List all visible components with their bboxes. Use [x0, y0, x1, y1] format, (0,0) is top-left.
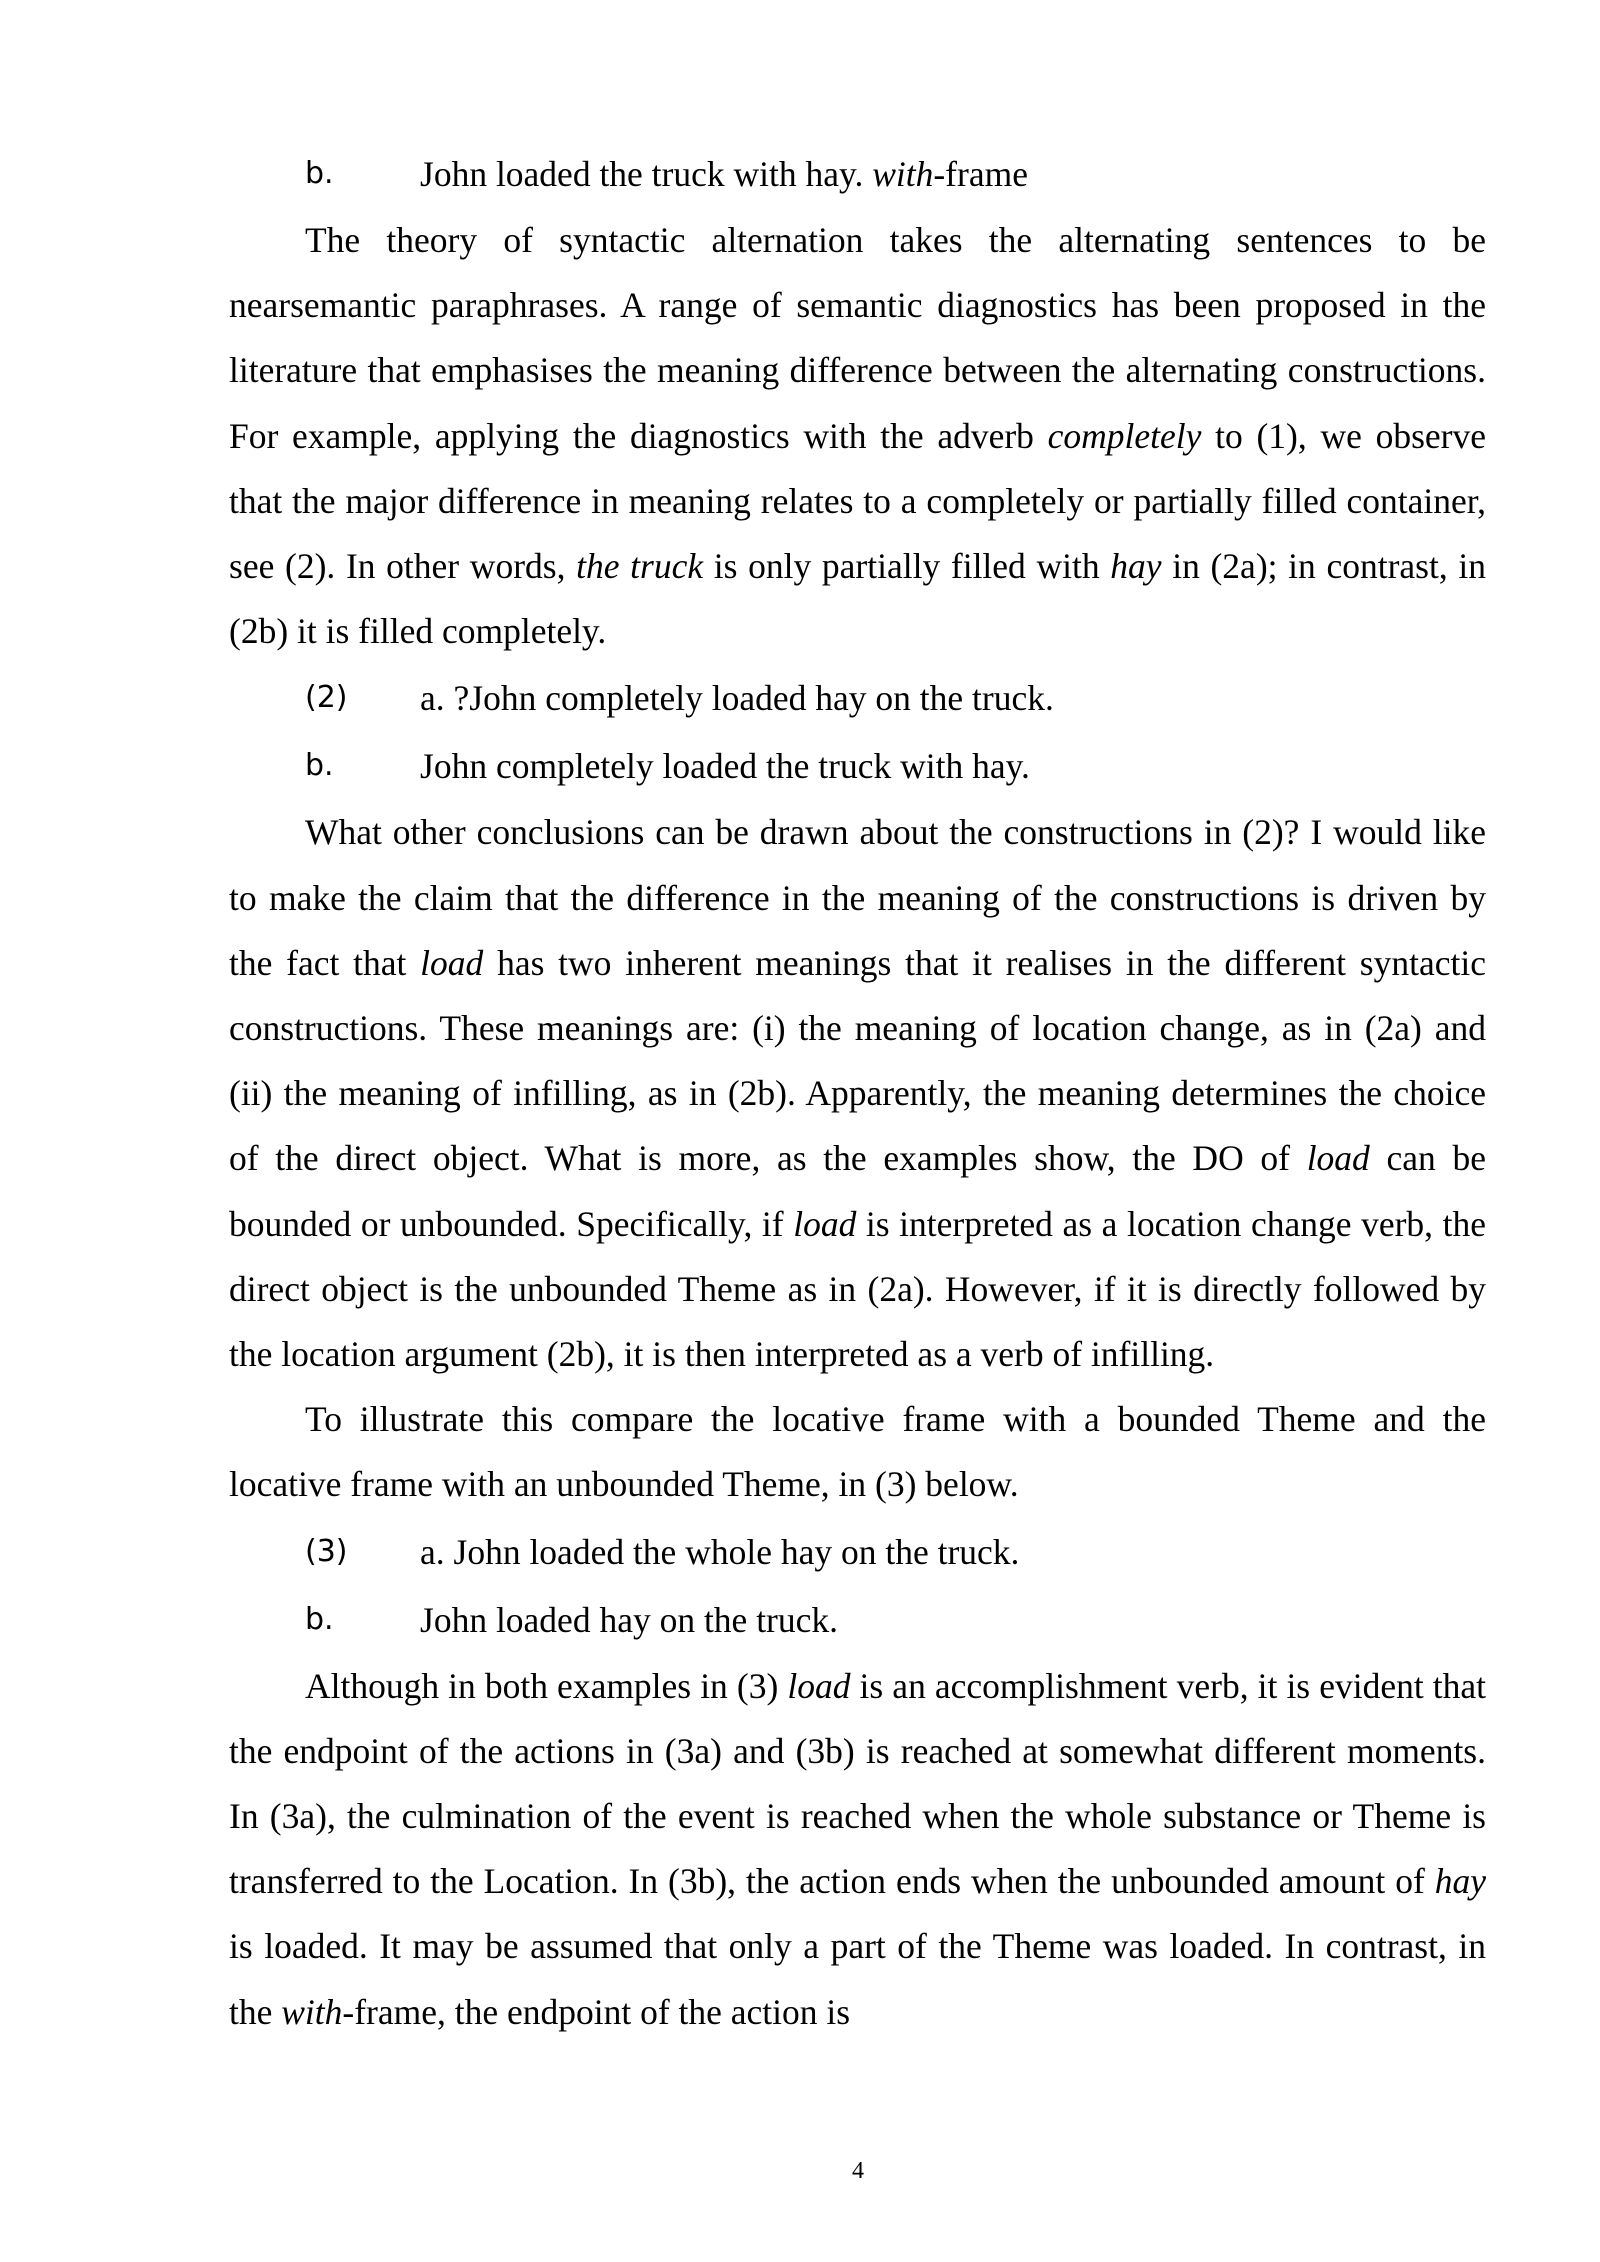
example-3b — [229, 1586, 1486, 1654]
example-number: b. — [305, 1601, 334, 1637]
example-text: John loaded the truck with hay. with-frame — [420, 154, 1028, 194]
example-1b — [229, 140, 1486, 208]
example-number: b. — [305, 748, 334, 784]
italic-term: with — [281, 1991, 343, 2032]
italic-term: hay — [1434, 1861, 1486, 1902]
example-text: John completely loaded the truck with hay. — [420, 746, 1030, 787]
italic-term: completely — [1047, 415, 1202, 456]
example-3a — [229, 1518, 1486, 1586]
italic-term: load — [1306, 1138, 1370, 1179]
example-number: (2) — [305, 680, 348, 716]
example-text: a. ?John completely loaded hay on the truck. — [420, 678, 1054, 719]
example-text: John loaded hay on the truck. — [420, 1599, 839, 1640]
italic-term: load — [787, 1665, 851, 1706]
example-2b — [229, 732, 1486, 800]
example-number: b. — [305, 156, 334, 191]
italic-term: load — [420, 942, 484, 983]
italic-term: the truck — [576, 546, 704, 587]
italic-term: with — [872, 154, 934, 194]
page-number: 4 — [852, 2158, 864, 2184]
paragraph-1: The theory of syntactic alternation takes the alternating sentences to be nearsemantic paraphrases. A range of semantic diagnostics has been proposed in the literature that emphasises the meaning difference between the alternating constructions. For example, applying the diagnostics with the adverb completely to (1), we observe that the major difference in meaning relates to a completely or partially filled container, see (2). In other words, the truck is only partially filled with hay in (2a); in contrast, in (2b) it is filled completely. — [229, 220, 1486, 652]
example-number: (3) — [305, 1533, 348, 1569]
example-text: a. John loaded the whole hay on the truck. — [420, 1531, 1020, 1572]
example-2a — [229, 664, 1486, 732]
paragraph-2: What other conclusions can be drawn about the constructions in (2)? I would like to make the claim that the difference in the meaning of the constructions is driven by the fact that load has two inherent meanings that it realises in the different syntactic constructions. These meanings are: (i) the meaning of location change, as in (2a) and (ii) the meaning of infilling, as in (2b). Apparently, the meaning determines the choice of the direct object. What is more, as the examples show, the DO of load can be bounded or unbounded. Specifically, if load is interpreted as a location change verb, the direct object is the unbounded Theme as in (2a). However, if it is directly followed by the location argument (2b), it is then interpreted as a verb of infilling. — [229, 812, 1486, 1375]
italic-term: load — [793, 1203, 857, 1244]
italic-term: hay — [1110, 546, 1162, 587]
paragraph-4: Although in both examples in (3) load is an accomplishment verb, it is evident that the endpoint of the actions in (3a) and (3b) is reached at somewhat different moments. In (3a), the culmination of the event is reached when the whole substance or Theme is transferred to the Location. In (3b), the action ends when the unbounded amount of hay is loaded. It may be assumed that only a part of the Theme was loaded. In contrast, in the with-frame, the endpoint of the action is — [229, 1665, 1486, 2032]
paragraph-3: To illustrate this compare the locative frame with a bounded Theme and the locative frame with an unbounded Theme, in (3) below. — [229, 1399, 1486, 1505]
body-text — [229, 140, 1486, 2045]
